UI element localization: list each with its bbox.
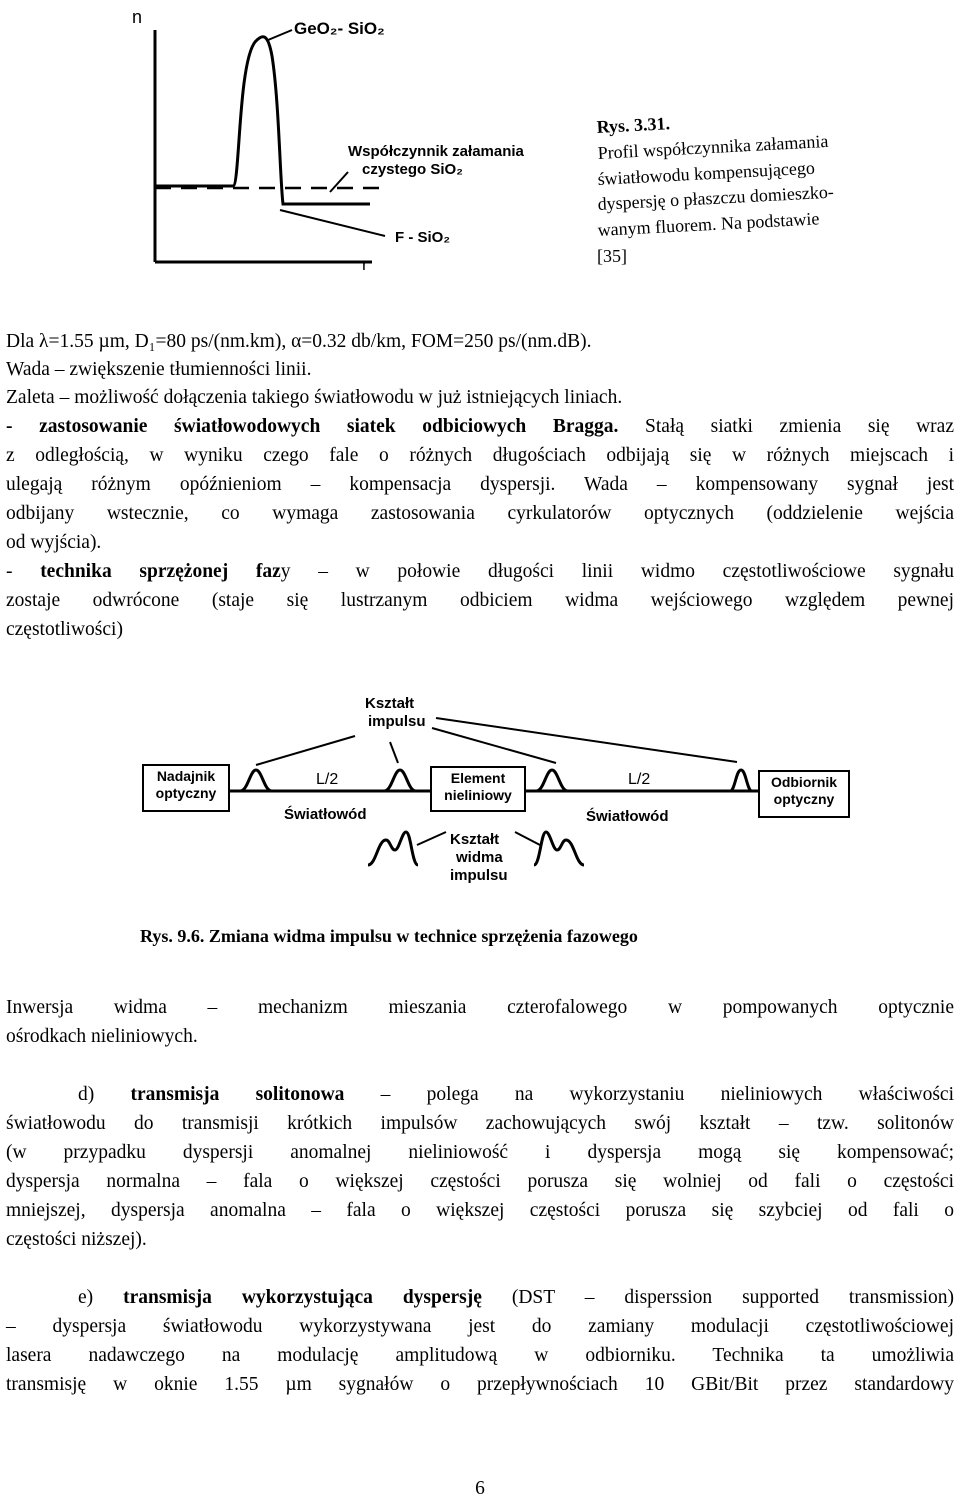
text-line: mniejszej, dyspersja anomalna – fala o większej częstości porusza się szybciej od fali o [6,1200,954,1221]
text-line: światłowodu do transmisji krótkich impulsów zachowujących swój kształt – tzw. solitonów [6,1113,954,1134]
nonlinear-element-box: Element nieliniowy [430,766,526,812]
text-line: transmisję w oknie 1.55 µm sygnałów o przepływnościach 10 GBit/Bit przez standardowy [6,1374,954,1395]
text-line: Wada – zwiększenie tłumienności linii. [6,359,312,380]
figure-caption-3-31-line: Profil współczynnika załamania [597,130,829,163]
bragg-heading: - zastosowanie światłowodowych siatek odbiciowych Bragga. [6,416,619,437]
figure-caption-3-31-line: wanym fluorem. Na podstawie [597,208,820,240]
text-line: Zaleta – możliwość dołączenia takiego światłowodu w już istniejących liniach. [6,387,623,408]
core-label: GeO₂- SiO₂ [294,19,385,38]
pointer-line [515,832,540,845]
text-line: - technika sprzężonej fazy – w połowie długości linii widmo częstotliwościowe sygnału [6,561,954,582]
core-pointer [268,30,292,40]
text-line: częstości niższej). [6,1229,147,1250]
figure-caption-9-6: Rys. 9.6. Zmiana widma impulsu w technice sprzężenia fazowego [140,926,638,946]
pure-silica-label-2: czystego SiO₂ [362,161,463,178]
figure-caption-3-31-ref: [35] [597,246,627,266]
spectrum-label-3: impulsu [450,867,508,884]
text-line: od wyjścia). [6,532,102,553]
fiber-label-right: Światłowód [586,808,669,825]
text-line: dyspersja normalna – fala o większej częstości porusza się wolniej od fali o częstości [6,1171,954,1192]
figure-caption-3-31-title: Rys. 3.31. [596,113,671,137]
pointer-line [256,736,355,765]
figure-caption-3-31-line: dyspersję o płaszczu domieszko- [597,181,835,214]
text-line: zostaje odwrócone (staje się lustrzanym odbiciem widma wejściowego względem pewnej [6,590,954,611]
text-line: z odległością, w wyniku czego fale o różnych długościach odbijają się w różnych miejscach i [6,445,954,466]
text-line: ośrodkach nieliniowych. [6,1026,198,1047]
half-length-label-left: L/2 [316,771,339,788]
transmitter-box: Nadajnik optyczny [142,764,230,812]
pure-silica-label-1: Współczynnik załamania [348,143,524,160]
pulse-shape-label-1: Kształt [365,695,415,712]
receiver-box: Odbiornik optyczny [758,770,850,818]
phase-conjugation-heading: technika sprzężonej faz [40,561,281,582]
r-axis-label: r [362,255,368,274]
fiber-label-left: Światłowód [284,806,367,823]
text-line: odbijany wstecznie, co wymaga zastosowania cyrkulatorów optycznych (oddzielenie wejścia [6,503,954,524]
pointer-line [417,832,446,845]
text-line: (w przypadku dyspersji anomalnej nieliniowość i dyspersja mogą się kompensować; [6,1142,954,1163]
figure-caption-3-31-line: światłowodu kompensującego [597,157,816,189]
cladding-label: F - SiO₂ [395,229,450,246]
spectrum-label-1: Kształt [450,831,500,848]
spectrum-shape-icon [534,832,584,865]
spectrum-label-2: widma [456,849,503,866]
dst-heading: transmisja wykorzystująca dyspersję [123,1287,482,1308]
text-line: częstotliwości) [6,619,123,640]
index-profile-curve [155,37,370,204]
pulse-shape-icon [536,770,568,791]
soliton-heading: transmisja solitonowa [130,1084,345,1105]
text-line: - zastosowanie światłowodowych siatek odbiciowych Bragga. Stałą siatki zmienia się wraz [6,416,954,437]
text-line: Inwersja widma – mechanizm mieszania czterofalowego w pompowanych optycznie [6,997,954,1018]
spectrum-shape-icon [368,832,418,865]
text-line: e) transmisja wykorzystująca dyspersję (DST – disperssion supported transmission) [78,1287,954,1308]
text-line: Dla λ=1.55 µm, D₁=80 ps/(nm.km), α=0.32 db/km, FOM=250 ps/(nm.dB). [6,331,592,352]
text-line: ulegają różnym opóźnieniom – kompensacja dyspersji. Wada – kompensowany sygnał jest [6,474,954,495]
page-number: 6 [475,1478,485,1499]
text-line: – dyspersja światłowodu wykorzystywana jest do zamiany modulacji częstotliwościowej [6,1316,954,1337]
pointer-line [436,718,737,762]
pointer-line [390,742,398,763]
n-axis-label: n [132,7,143,27]
pulse-shape-label-2: impulsu [368,713,426,730]
cladding-pointer [280,210,385,236]
pulse-shape-icon [730,770,752,791]
pulse-shape-icon [384,770,416,791]
half-length-label-right: L/2 [628,771,651,788]
text-line: lasera nadawczego na modulację amplitudową w odbiorniku. Technika ta umożliwia [6,1345,954,1366]
text-line: d) transmisja solitonowa – polega na wykorzystaniu nieliniowych właściwości [78,1084,954,1105]
pulse-shape-icon [240,770,272,791]
